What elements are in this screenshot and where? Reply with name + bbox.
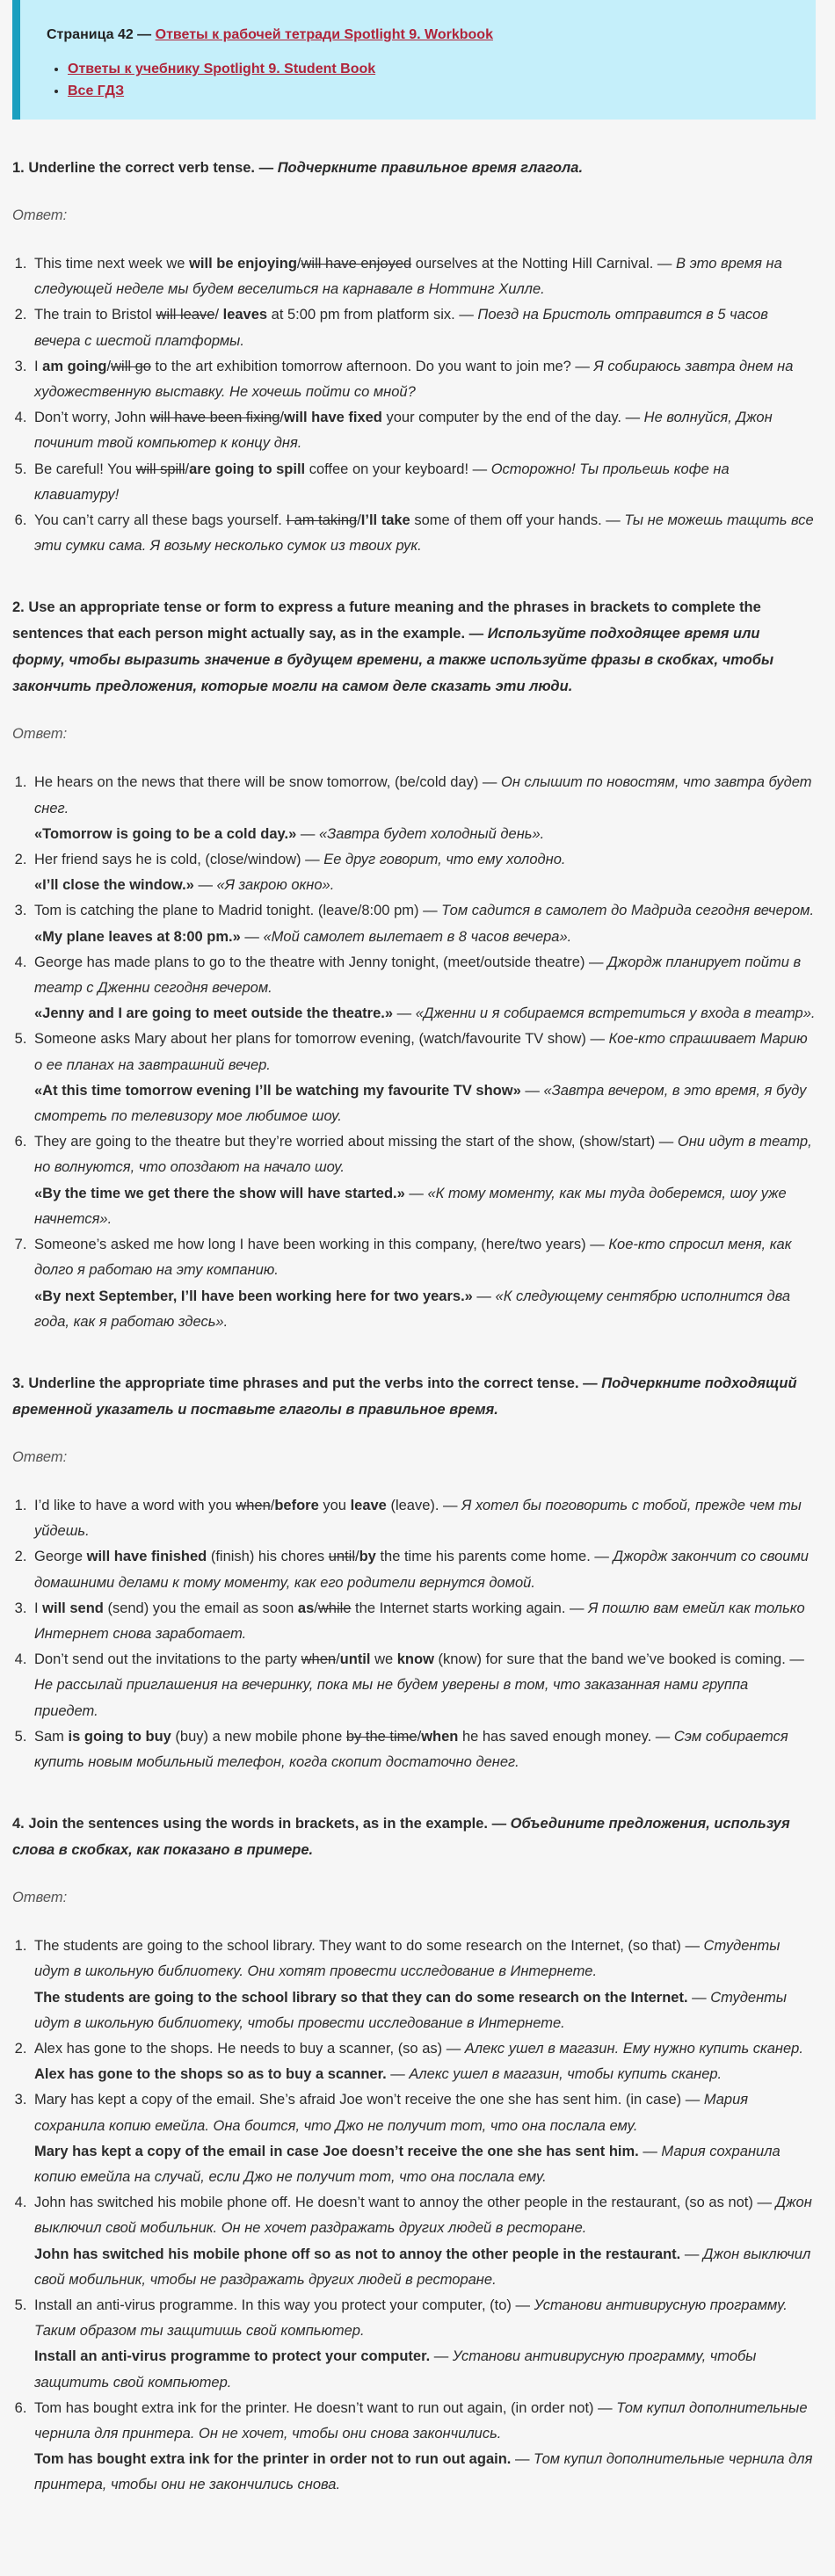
exercise-title-ru: Объедините предложения, используя слова в скобках, как показано в примере. xyxy=(12,1816,790,1859)
translation: Ее друг говорит, что ему холодно. xyxy=(323,852,566,868)
exercise-title-ru: Подчеркните подходящий временной указатель и поставьте глаголы в правильное время. xyxy=(12,1375,797,1418)
sentence-text: Don’t worry, John xyxy=(34,410,150,426)
sentence-text: — xyxy=(404,1185,428,1201)
sentence-text: — xyxy=(687,1989,711,2006)
translation: «Завтра будет холодный день». xyxy=(318,825,545,842)
answer-list xyxy=(12,1934,816,2498)
sentence-text: — xyxy=(193,877,217,894)
answer-item xyxy=(31,405,816,456)
sentence-text: Be careful! You xyxy=(34,461,136,477)
sentence-text: — xyxy=(296,825,319,842)
sentence-text: John has switched his mobile phone off. He doesn’t want to annoy the other people in the restaurant, (so as not) — xyxy=(34,2195,776,2211)
sentence-text: / xyxy=(185,461,190,477)
translation: Мария сохранила копию емейла на случай, если Джо не получит тот, что она послала ему. xyxy=(34,2143,781,2185)
exercise-title-ru: Используйте подходящее время или форму, чтобы выразить значение в будущем времени, а также используйте фразы в скобках, чтобы закончить предложения, которые могли на самом деле сказать эти люди. xyxy=(12,626,774,695)
answer-item xyxy=(31,1232,816,1335)
answer-item xyxy=(31,1129,816,1232)
workbook-link[interactable]: Ответы к рабочей тетради Spotlight 9. Workbook xyxy=(155,27,493,42)
translation: Кое-кто спрашивает Марию о ее планах на завтрашний вечер. xyxy=(34,1031,808,1073)
sentence-text: / xyxy=(355,1549,359,1565)
translation: «Завтра вечером, в это время, я буду смотреть по телевизору мое любимое шоу. xyxy=(34,1082,807,1125)
sentence-text: Alex has gone to the shops. He needs to buy a scanner, (so as) — xyxy=(34,2040,465,2057)
exercise-section xyxy=(12,594,816,1334)
struck-option: will have enjoyed xyxy=(301,256,412,272)
all-gdz-link[interactable]: Все ГДЗ xyxy=(68,83,125,98)
translation: Я пошлю вам емейл как только Интернет снова заработает. xyxy=(34,1600,805,1642)
translation: Мария сохранила копию емейла. Она боится, что Джо не получит тот, что она послала ему. xyxy=(34,2092,749,2134)
struck-option: I am taking xyxy=(286,512,358,529)
exercise-title-en: 4. Join the sentences using the words in brackets, as in the example. — xyxy=(12,1816,511,1832)
struck-option: while xyxy=(317,1600,352,1616)
sentence-text: the Internet starts working again. — xyxy=(351,1600,589,1616)
sentence-text: — xyxy=(638,2143,662,2159)
answer-item xyxy=(31,847,816,898)
sentence-text: ourselves at the Notting Hill Carnival. — xyxy=(411,256,676,272)
sentence-text: (leave). — xyxy=(386,1497,462,1513)
answer-item xyxy=(31,770,816,847)
correct-answer: «I’ll close the window.» xyxy=(34,877,194,894)
sentence-text: — xyxy=(386,2066,410,2083)
struck-option: when xyxy=(301,1651,337,1668)
sentence-text: Tom is catching the plane to Madrid tonight. (leave/8:00 pm) — xyxy=(34,903,442,919)
translation: Я собираюсь завтра днем на художественную выставку. Не хочешь пойти со мной? xyxy=(34,358,794,401)
translation: «К тому моменту, как мы туда доберемся, шоу уже начнется». xyxy=(34,1185,787,1227)
answer-item xyxy=(31,354,816,405)
translation: Осторожно! Ты прольешь кофе на клавиатуру! xyxy=(34,461,730,503)
translation: Они идут в театр, но волнуются, что опоздают на начало шоу. xyxy=(34,1134,812,1176)
navigation-box xyxy=(12,0,816,120)
sentence-text: / xyxy=(106,358,112,374)
sentence-text: — xyxy=(393,1005,416,1022)
correct-answer: are going to spill xyxy=(189,461,306,477)
answer-item xyxy=(31,1544,816,1595)
sentence-text: Sam xyxy=(34,1728,69,1745)
correct-answer: before xyxy=(274,1497,319,1513)
sentence-text: the time his parents come home. — xyxy=(375,1549,614,1565)
answer-item xyxy=(31,1724,816,1775)
translation: Установи антивирусную программу. Таким образом ты защитишь свой компьютер. xyxy=(34,2297,788,2340)
sentence-text: George has made plans to go to the theatre with Jenny tonight, (meet/outside theatre) — xyxy=(34,954,608,970)
correct-answer: is going to buy xyxy=(68,1728,171,1745)
sentence-text: The train to Bristol xyxy=(34,307,156,323)
sentence-text: This time next week we xyxy=(34,256,190,272)
answer-item xyxy=(31,2036,816,2087)
answer-list xyxy=(12,1493,816,1775)
exercise-section xyxy=(12,1810,816,2498)
translation: «Дженни и я собираемся встретиться у входа в театр». xyxy=(415,1005,816,1022)
sentence-text: You can’t carry all these bags yourself. xyxy=(34,512,287,529)
correct-answer: «By the time we get there the show will have started.» xyxy=(34,1185,405,1201)
answer-item xyxy=(31,302,816,353)
answer-item xyxy=(31,2396,816,2499)
translation: Сэм собирается купить новым мобильный телефон, когда скопит достаточно денег. xyxy=(34,1728,788,1770)
correct-answer: by xyxy=(359,1549,376,1565)
nav-list-item xyxy=(68,58,789,80)
sentence-text: — xyxy=(472,1288,496,1304)
answer-label: Ответ: xyxy=(12,207,68,223)
answer-label: Ответ: xyxy=(12,1448,68,1465)
translation: Алекс ушел в магазин, чтобы купить сканер. xyxy=(409,2066,722,2083)
sentence-text: — xyxy=(520,1082,544,1099)
sentence-text: some of them off your hands. — xyxy=(410,512,625,529)
page-number: Страница 42 — xyxy=(47,27,156,42)
correct-answer: Install an anti-virus programme to protect your computer. xyxy=(34,2348,431,2365)
correct-answer: Mary has kept a copy of the email in case Joe doesn’t receive the one she has sent him. xyxy=(34,2143,639,2159)
sentence-text: / xyxy=(336,1651,340,1668)
sentence-text: Install an anti-virus programme. In this way you protect your computer, (to) — xyxy=(34,2297,534,2313)
sentence-text: he has saved enough money. — xyxy=(458,1728,674,1745)
sentence-text: to the art exhibition tomorrow afternoon. Do you want to join me? — xyxy=(150,358,594,374)
correct-answer: will have finished xyxy=(86,1549,207,1565)
sentence-text: (buy) a new mobile phone xyxy=(171,1728,346,1745)
correct-answer: leave xyxy=(350,1497,387,1513)
exercise-title-en: 2. Use an appropriate tense or form to express a future meaning and the phrases in brackets to complete the sentences that each person might actually say, as in the example. — xyxy=(12,599,761,642)
answer-item xyxy=(31,1934,816,2036)
translation: Студенты идут в школьную библиотеку, чтобы провести исследование в Интернете. xyxy=(34,1989,788,2031)
sentence-text: / xyxy=(314,1600,318,1616)
translation: Кое-кто спросил меня, как долго я работаю на эту компанию. xyxy=(34,1237,792,1279)
sentence-text: I’d like to have a word with you xyxy=(34,1497,236,1513)
correct-answer: know xyxy=(396,1651,434,1668)
sentence-text: / xyxy=(270,1497,275,1513)
correct-answer: will send xyxy=(42,1600,104,1616)
sentence-text: — xyxy=(511,2451,534,2468)
translation: Алекс ушел в магазин. Ему нужно купить сканер. xyxy=(464,2040,803,2057)
exercise-title xyxy=(12,594,816,700)
sentence-text: your computer by the end of the day. — xyxy=(381,410,644,426)
exercise-title xyxy=(12,1810,816,1863)
answer-item xyxy=(31,1493,816,1544)
struck-option: until xyxy=(328,1549,355,1565)
sentence-text: / xyxy=(417,1728,422,1745)
sentence-text: Someone asks Mary about her plans for tomorrow evening, (watch/favourite TV show) — xyxy=(34,1031,609,1048)
correct-answer: will be enjoying xyxy=(189,256,297,272)
sentence-text: you xyxy=(318,1497,351,1513)
struck-option: will spill xyxy=(135,461,185,477)
answer-item xyxy=(31,508,816,559)
translation: Джон выключил свой мобильник, чтобы не раздражать других людей в ресторане. xyxy=(34,2246,811,2288)
sentence-text: (know) for sure that the band we’ve booked is coming. — xyxy=(433,1651,804,1668)
sentence-text: They are going to the theatre but they’re worried about missing the start of the show, (show/start) — xyxy=(34,1134,678,1150)
correct-answer: when xyxy=(421,1728,459,1745)
correct-answer: «By next September, I’ll have been working here for two years.» xyxy=(34,1288,473,1304)
answer-item xyxy=(31,2293,816,2396)
correct-answer: as xyxy=(297,1600,315,1616)
sentence-text: / xyxy=(214,307,223,323)
correct-answer: I’ll take xyxy=(360,512,410,529)
correct-answer: «My plane leaves at 8:00 pm.» xyxy=(34,928,241,945)
answer-item xyxy=(31,1596,816,1647)
answer-item xyxy=(31,2087,816,2190)
sentence-text: / xyxy=(280,410,285,426)
exercise-title xyxy=(12,1370,816,1423)
main-content xyxy=(12,120,823,2499)
translation: Том купил дополнительные чернила для принтера. Он не хочет, чтобы они снова закончились. xyxy=(34,2399,808,2442)
translation: Поезд на Бристоль отправится в 5 часов вечера с шестой платформы. xyxy=(34,307,768,349)
answer-item xyxy=(31,1647,816,1724)
sentence-text: — xyxy=(680,2246,703,2262)
answer-label: Ответ: xyxy=(12,726,68,743)
correct-answer: until xyxy=(339,1651,371,1668)
translation: Том купил дополнительные чернила для принтера, чтобы они не закончились снова. xyxy=(34,2451,813,2493)
sentence-text: Her friend says he is cold, (close/window) — xyxy=(34,852,324,868)
translation: Не рассылай приглашения на вечеринку, пока мы не будем уверены в том, что заказанная нами группа приедет. xyxy=(34,1677,749,1719)
exercise-title-en: 1. Underline the correct verb tense. — xyxy=(12,160,278,176)
answer-item xyxy=(31,251,816,302)
sentence-text: — xyxy=(430,2348,453,2365)
correct-answer: «Tomorrow is going to be a cold day.» xyxy=(34,825,297,842)
translation: Джордж закончит со своими домашними делами к тому моменту, как его родители вернутся домой. xyxy=(34,1549,809,1591)
correct-answer: leaves xyxy=(222,307,268,323)
translation: Не волнуйся, Джон починит твой компьютер к концу дня. xyxy=(34,410,773,452)
correct-answer: Tom has bought extra ink for the printer in order not to run out again. xyxy=(34,2451,512,2468)
correct-answer: «Jenny and I are going to meet outside the theatre.» xyxy=(34,1005,394,1022)
exercise-title xyxy=(12,155,816,181)
translation: Ты не можешь тащить все эти сумки сама. Я возьму несколько сумок из твоих рук. xyxy=(34,512,814,555)
sentence-text: we xyxy=(370,1651,397,1668)
translation: Установи антивирусную программу, чтобы защитить свой компьютер. xyxy=(34,2348,757,2391)
translation: Я хотел бы поговорить с тобой, прежде чем ты уйдешь. xyxy=(34,1497,802,1540)
exercise-section xyxy=(12,155,816,559)
correct-answer: will have fixed xyxy=(284,410,382,426)
struck-option: will have been fixing xyxy=(149,410,280,426)
sentence-text: at 5:00 pm from platform six. — xyxy=(267,307,478,323)
correct-answer: «At this time tomorrow evening I’ll be watching my favourite TV show» xyxy=(34,1082,521,1099)
sentence-text: coffee on your keyboard! — xyxy=(305,461,491,477)
struck-option: will leave xyxy=(156,307,215,323)
sentence-text: Don’t send out the invitations to the party xyxy=(34,1651,301,1668)
translation: «Мой самолет вылетает в 8 часов вечера». xyxy=(263,928,572,945)
sentence-text: (finish) his chores xyxy=(207,1549,329,1565)
sentence-text: I xyxy=(34,1600,43,1616)
sentence-text: Tom has bought extra ink for the printer. He doesn’t want to run out again, (in order not) — xyxy=(34,2399,617,2416)
sentence-text: Someone’s asked me how long I have been working in this company, (here/two years) — xyxy=(34,1237,609,1253)
translation: Он слышит по новостям, что завтра будет снег. xyxy=(34,774,812,816)
answer-item xyxy=(31,898,816,949)
nav-list-item xyxy=(68,80,789,102)
answer-list xyxy=(12,251,816,559)
correct-answer: The students are going to the school library so that they can do some research on the Internet. xyxy=(34,1989,688,2006)
exercise-title-en: 3. Underline the appropriate time phrases and put the verbs into the correct tense. — xyxy=(12,1375,602,1391)
answer-label: Ответ: xyxy=(12,1890,68,1906)
struck-option: will go xyxy=(111,358,151,374)
translation: Том садится в самолет до Мадрида сегодня вечером. xyxy=(441,903,815,919)
translation: В это время на следующей неделе мы будем веселиться на карнавале в Ноттинг Хилле. xyxy=(34,256,782,298)
studentbook-link[interactable]: Ответы к учебнику Spotlight 9. Student Book xyxy=(68,62,376,76)
sentence-text: — xyxy=(240,928,264,945)
sentence-text: / xyxy=(357,512,361,529)
translation: «Я закрою окно». xyxy=(216,877,335,894)
correct-answer: Alex has gone to the shops so as to buy a scanner. xyxy=(34,2066,387,2083)
sentence-text: I xyxy=(34,358,43,374)
correct-answer: John has switched his mobile phone off so as not to annoy the other people in the restaurant. xyxy=(34,2246,681,2262)
answer-item xyxy=(31,2190,816,2293)
sentence-text: (send) you the email as soon xyxy=(103,1600,298,1616)
translation: Джон выключил свой мобильник. Он не хочет раздражать других людей в ресторане. xyxy=(34,2195,812,2237)
answer-list xyxy=(12,770,816,1334)
nav-list xyxy=(47,58,789,102)
nav-header xyxy=(47,23,789,47)
answer-item xyxy=(31,950,816,1027)
answer-item xyxy=(31,1027,816,1129)
sentence-text: The students are going to the school library. They want to do some research on the Internet, (so that) — xyxy=(34,1938,704,1955)
translation: Джордж планирует пойти в театр с Дженни сегодня вечером. xyxy=(34,954,802,997)
sentence-text: George xyxy=(34,1549,87,1565)
sentence-text: He hears on the news that there will be snow tomorrow, (be/cold day) — xyxy=(34,774,502,791)
answer-item xyxy=(31,457,816,508)
correct-answer: am going xyxy=(42,358,107,374)
exercise-title-ru: Подчеркните правильное время глагола. xyxy=(277,160,584,176)
sentence-text: Mary has kept a copy of the email. She’s afraid Joe won’t receive the one she has sent him. (in case) — xyxy=(34,2092,704,2108)
exercise-section xyxy=(12,1370,816,1775)
translation: Студенты идут в школьную библиотеку. Они хотят провести исследование в Интернете. xyxy=(34,1938,781,1980)
struck-option: when xyxy=(236,1497,271,1513)
translation: «К следующему сентябрю исполнится два года, как я работаю здесь». xyxy=(34,1288,791,1330)
sentence-text: / xyxy=(296,256,301,272)
struck-option: by the time xyxy=(345,1728,418,1745)
